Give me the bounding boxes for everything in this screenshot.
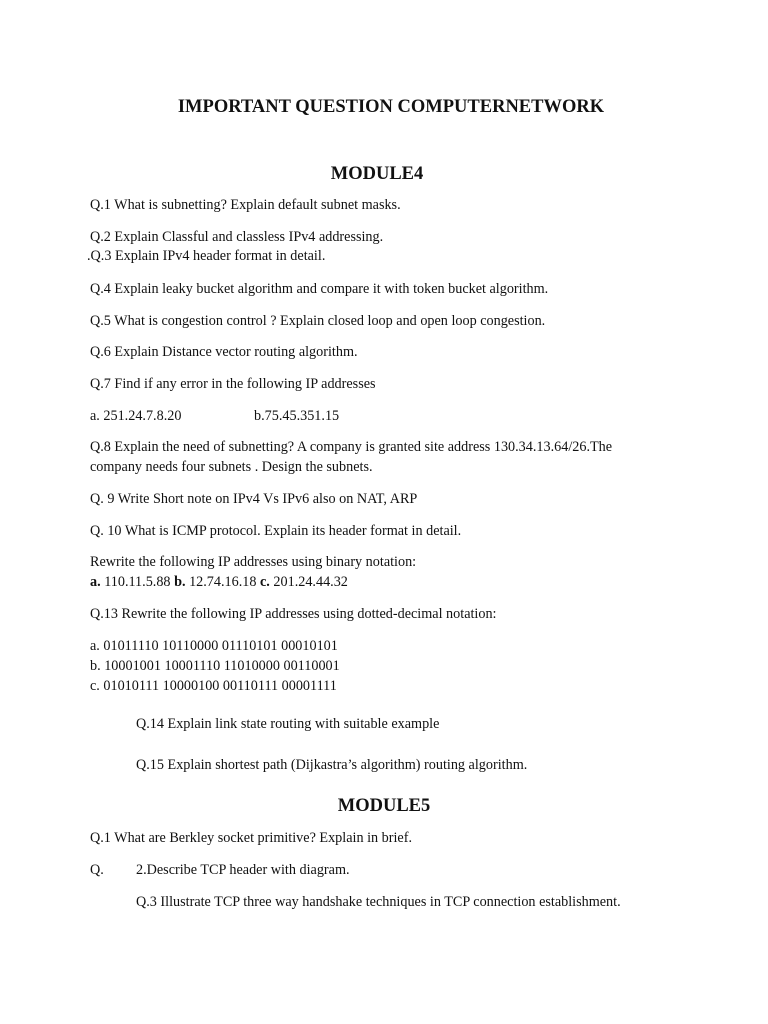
m4-question-7: Q.7 Find if any error in the following IP addresses	[90, 376, 376, 392]
binary-item-b-label: b.	[174, 574, 186, 590]
m4-question-14: Q.14 Explain link state routing with suitable example	[136, 716, 440, 732]
m4-question-8-line-2: company needs four subnets . Design the subnets.	[90, 459, 373, 475]
binary-item-a-label: a.	[90, 574, 101, 590]
m4-question-13-option-b: b. 10001001 10001110 11010000 00110001	[90, 658, 340, 674]
m4-question-6: Q.6 Explain Distance vector routing algorithm.	[90, 344, 358, 360]
binary-notation-items	[90, 573, 348, 591]
m4-question-9: Q. 9 Write Short note on IPv4 Vs IPv6 also on NAT, ARP	[90, 491, 418, 507]
m4-question-8-line-1: Q.8 Explain the need of subnetting? A company is granted site address 130.34.13.64/26.The	[90, 439, 613, 455]
m4-question-3: .Q.3 Explain IPv4 header format in detail.	[87, 248, 326, 264]
m4-question-13-option-c: c. 01010111 10000100 00110111 00001111	[90, 678, 337, 694]
module5-heading: MODULE5	[337, 796, 431, 816]
binary-item-c: 201.24.44.32	[269, 574, 348, 590]
m5-question-2-prefix: Q.	[90, 862, 104, 878]
m4-question-13: Q.13 Rewrite the following IP addresses using dotted-decimal notation:	[90, 606, 497, 622]
m4-question-7-option-b: b.75.45.351.15	[254, 408, 340, 424]
m4-question-2: Q.2 Explain Classful and classless IPv4 addressing.	[90, 229, 384, 245]
page-title: IMPORTANT QUESTION COMPUTERNETWORK	[177, 97, 605, 117]
binary-item-b: 12.74.16.18	[185, 574, 260, 590]
m4-question-15: Q.15 Explain shortest path (Dijkastra’s algorithm) routing algorithm.	[136, 757, 528, 773]
m4-question-4: Q.4 Explain leaky bucket algorithm and compare it with token bucket algorithm.	[90, 281, 549, 297]
m5-question-3: Q.3 Illustrate TCP three way handshake techniques in TCP connection establishment.	[136, 894, 621, 910]
module4-heading: MODULE4	[330, 164, 424, 184]
m4-question-5: Q.5 What is congestion control ? Explain closed loop and open loop congestion.	[90, 313, 546, 329]
m4-question-10: Q. 10 What is ICMP protocol. Explain its header format in detail.	[90, 523, 462, 539]
m4-question-7-option-a: a. 251.24.7.8.20	[90, 408, 182, 424]
m4-question-1: Q.1 What is subnetting? Explain default subnet masks.	[90, 197, 401, 213]
binary-item-a: 110.11.5.88	[100, 574, 175, 590]
binary-item-c-label: c.	[260, 574, 270, 590]
m5-question-2: 2.Describe TCP header with diagram.	[136, 862, 350, 878]
m5-question-1: Q.1 What are Berkley socket primitive? Explain in brief.	[90, 830, 413, 846]
m4-question-13-option-a: a. 01011110 10110000 01110101 00010101	[90, 638, 338, 654]
binary-notation-prompt: Rewrite the following IP addresses using binary notation:	[90, 554, 417, 570]
